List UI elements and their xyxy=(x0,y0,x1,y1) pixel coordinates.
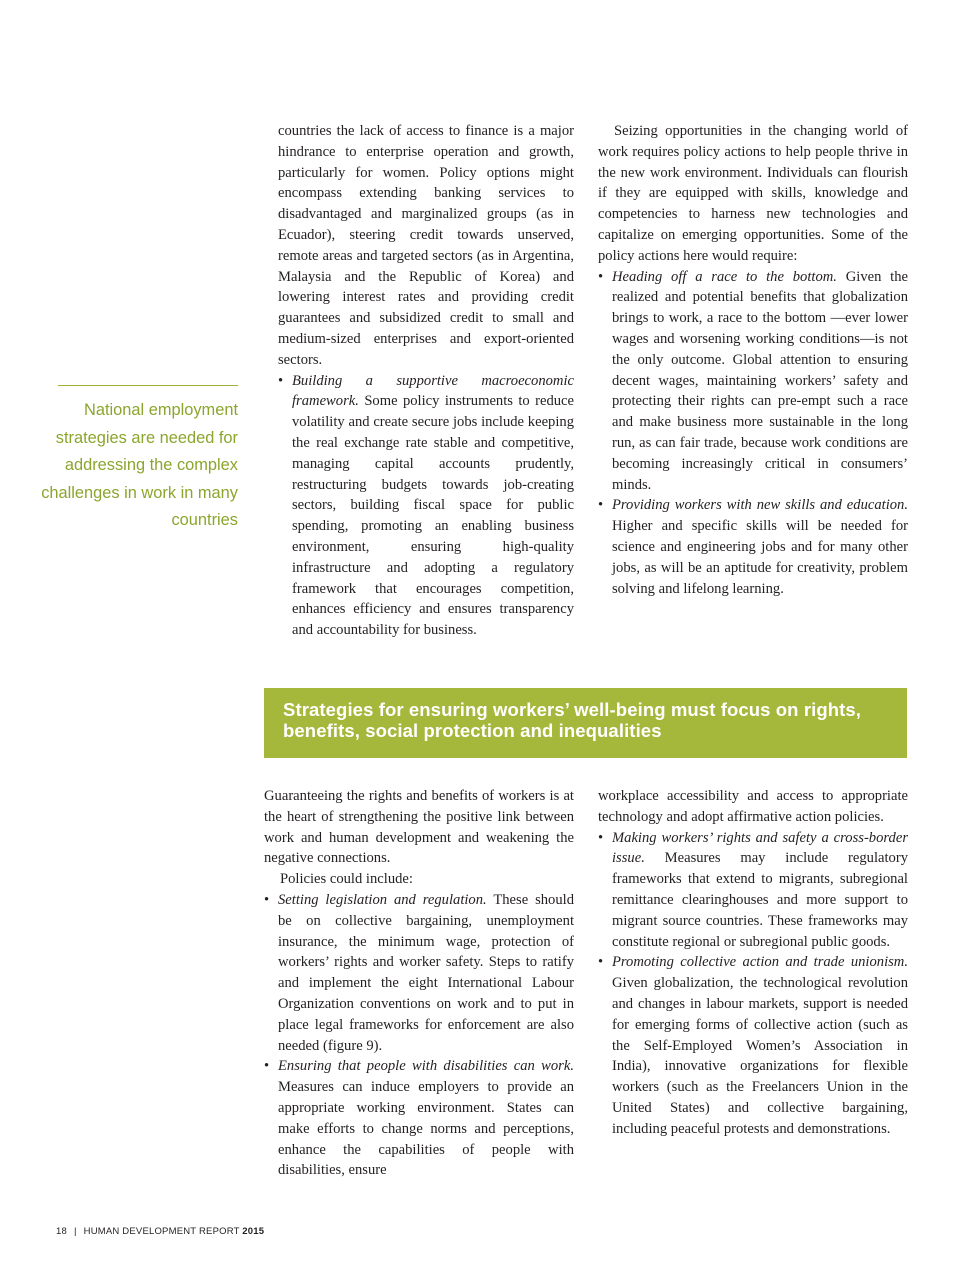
bullet-text: Given the realized and potential benefits that globalization brings to work, a race to the bottom —ever lower wages and worsening working conditions—is not the only outcome. Global attention to ensuring decent wages, maintaining workers’ safety and protecting their rights can pre-empt such a race and make business more sustainable in the long run, as can fair trade, because work conditions are becoming increasingly critical in consumers’ minds. xyxy=(612,268,908,493)
text-column-lower-left xyxy=(264,786,574,1181)
paragraph: Guaranteeing the rights and benefits of workers is at the heart of strengthening the positive link between work and human development and weakening the negative connections. xyxy=(264,788,574,867)
bullet-text: Measures can induce employers to provide an appropriate working environment. States can make efforts to change norms and perceptions, enhance the capabilities of people with disabilities, ensure xyxy=(278,1079,574,1179)
list-item xyxy=(598,267,908,496)
bullet-title: Setting legislation and regulation. xyxy=(278,891,487,908)
bullet-text: Given globalization, the technological revolution and changes in labour markets, support is needed for emerging forms of collective action (such as the Self-Employed Women’s Association in India), innovative organizations for flexible workers (such as the Freelancers Union in the United States) and collective bargaining, including peaceful protests and demonstrations. xyxy=(612,975,908,1137)
page-footer xyxy=(56,1226,264,1237)
list-item xyxy=(264,1056,574,1181)
sidenote-pull-quote: National employment strategies are needed for addressing the complex challenges in work in many countries xyxy=(41,401,238,529)
text-column-lower-right xyxy=(598,786,908,1140)
text-column-upper-right xyxy=(598,121,908,599)
list-item xyxy=(264,890,574,1056)
paragraph: Seizing opportunities in the changing world of work requires policy actions to help people thrive in the new work environment. Individuals can flourish if they are equipped with skills, knowledge and competencies to harness new technologies and capitalize on emerging opportunities. Some of the policy actions here would require: xyxy=(598,123,908,264)
paragraph: Policies could include: xyxy=(280,871,413,888)
bullet-list xyxy=(598,267,908,600)
bullet-title: Making workers’ rights and safety a cross-border issue. xyxy=(612,829,908,867)
list-item xyxy=(598,952,908,1139)
bullet-text: These should be on collective bargaining, unemployment insurance, the minimum wage, protection of workers’ rights and worker safety. Steps to ratify and implement the eight International Labour Organization conventions on work and to put in place legal frameworks for enforcement are also needed (figure 9). xyxy=(278,891,574,1054)
bullet-title: Ensuring that people with disabilities can work. xyxy=(278,1058,574,1075)
report-title: HUMAN DEVELOPMENT REPORT xyxy=(83,1226,240,1237)
bullet-title: Heading off a race to the bottom. xyxy=(612,268,837,285)
bullet-text: Higher and specific skills will be needed for science and engineering jobs and for many other jobs, as will be an aptitude for creativity, problem solving and lifelong learning. xyxy=(612,518,908,597)
bullet-list xyxy=(278,371,574,641)
text-column-upper-left xyxy=(278,121,574,641)
bullet-title: Providing workers with new skills and education. xyxy=(612,497,908,514)
list-item xyxy=(598,828,908,953)
bullet-text: Measures may include regulatory frameworks that extend to migrants, subregional remittance clearinghouses and more support to migrant source countries. These frameworks may constitute regional or subregional public goods. xyxy=(612,850,908,950)
footer-separator: | xyxy=(73,1226,77,1237)
page-number: 18 xyxy=(56,1226,67,1237)
section-heading: Strategies for ensuring workers’ well-being must focus on rights, benefits, social protection and inequalities xyxy=(283,699,862,741)
bullet-list xyxy=(598,828,908,1140)
list-item xyxy=(598,495,908,599)
bullet-title: Promoting collective action and trade unionism. xyxy=(612,954,908,971)
bullet-list xyxy=(264,890,574,1181)
paragraph: countries the lack of access to finance is a major hindrance to enterprise operation and growth, particularly for women. Policy options might encompass extending banking services to disadvantaged and marginalized groups (as in Ecuador), steering credit towards unserved, remote areas and targeted sectors (as in Argentina, Malaysia and the Republic of Korea) and lowering interest rates and providing credit guarantees and subsidized credit to small and medium-sized enterprises and export-oriented sectors. xyxy=(278,123,574,368)
sidenote-divider xyxy=(58,385,238,386)
paragraph: workplace accessibility and access to appropriate technology and adopt affirmative action policies. xyxy=(598,788,908,825)
report-year: 2015 xyxy=(242,1226,265,1237)
bullet-text: Some policy instruments to reduce volatility and create secure jobs include keeping the real exchange rate stable and competitive, managing capital accounts prudently, restructuring budgets towards job-creating sectors, building fiscal space for public spending, promoting an enabling business environment, ensuring high-quality infrastructure and adopting a regulatory framework that encourages competition, enhances efficiency and ensures transparency and accountability for business. xyxy=(292,393,575,639)
list-item xyxy=(278,371,574,641)
bullet-title: Building a supportive macroeconomic framework. xyxy=(292,372,574,410)
section-heading-banner xyxy=(264,688,907,758)
